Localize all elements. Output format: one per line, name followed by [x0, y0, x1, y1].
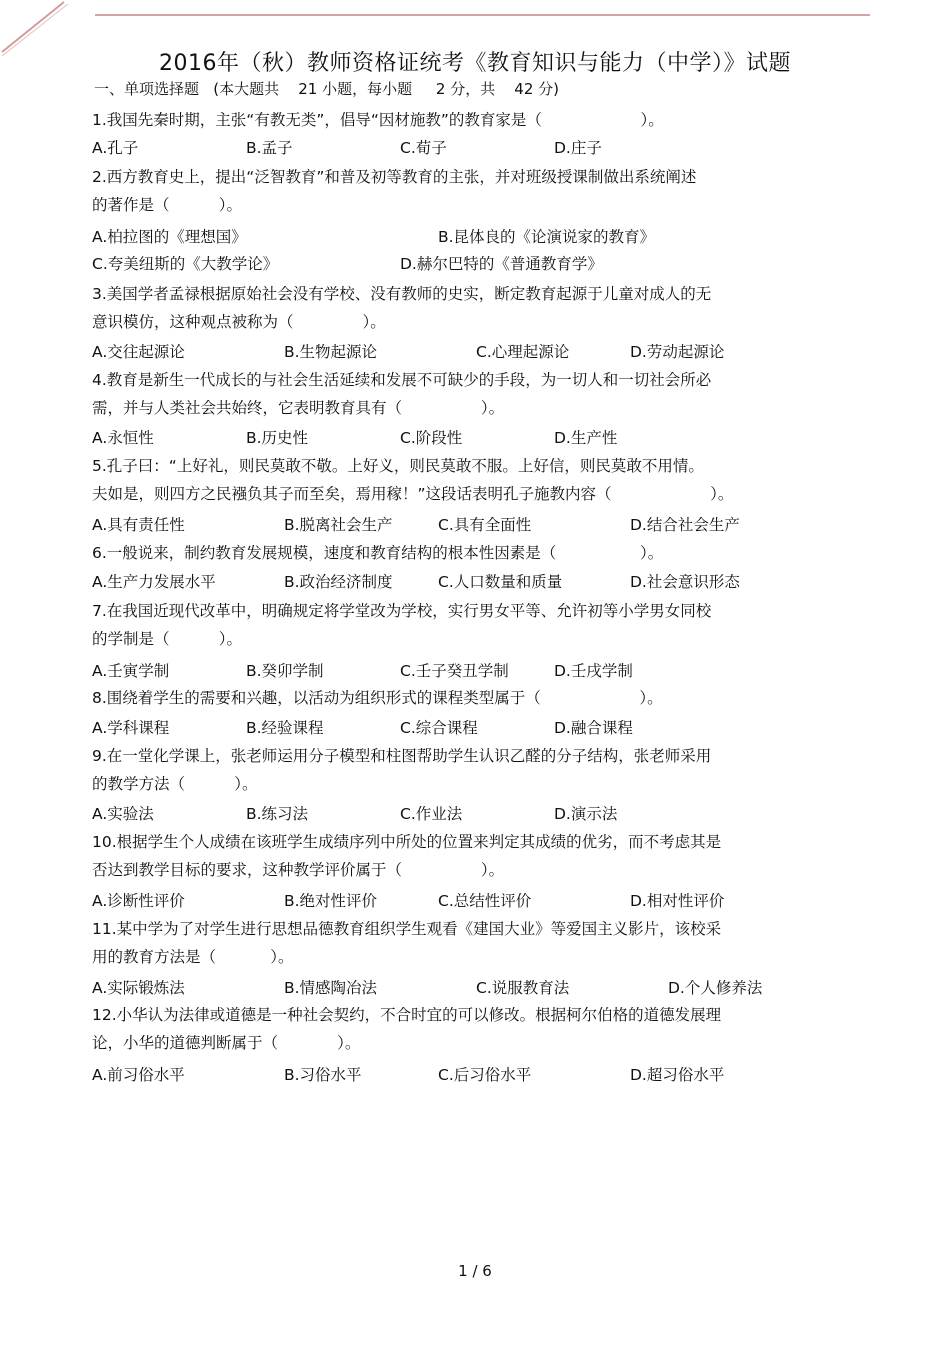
option-a: A.前习俗水平: [92, 1066, 185, 1084]
option-b: B.孟子: [246, 139, 293, 157]
option-d: D.生产性: [554, 429, 618, 447]
option-d: D.融合课程: [554, 719, 633, 737]
option-d: D.壬戌学制: [554, 662, 633, 680]
option-b: B.经验课程: [246, 719, 324, 737]
question-7-stem: 7.在我国近现代改革中，明确规定将学堂改为学校，实行男女平等、允许初等小学男女同校 的学制是（ ）。: [92, 602, 712, 648]
option-a: A.诊断性评价: [92, 892, 185, 910]
option-a: A.柏拉图的《理想国》: [92, 228, 247, 246]
option-c: C.夸美纽斯的《大教学论》: [92, 255, 279, 273]
option-c: C.壬子癸丑学制: [400, 662, 509, 680]
option-a: A.生产力发展水平: [92, 573, 216, 591]
option-d: D.社会意识形态: [630, 573, 740, 591]
option-a: A.壬寅学制: [92, 662, 170, 680]
option-c: C.作业法: [400, 805, 463, 823]
question-3-options: [92, 340, 852, 364]
question-2-stem: 2.西方教育史上，提出“泛智教育”和普及初等教育的主张，并对班级授课制做出系统阐述 的著作是（ ）。: [92, 168, 697, 214]
exam-title: 2016年（秋）教师资格证统考《教育知识与能力（中学）》试题: [159, 51, 791, 76]
option-a: A.孔子: [92, 139, 139, 157]
option-c: C.心理起源论: [476, 343, 570, 361]
option-a: A.实际锻炼法: [92, 979, 185, 997]
option-b: B.生物起源论: [284, 343, 378, 361]
option-d: D.超习俗水平: [630, 1066, 725, 1084]
question-5-stem: 5.孔子曰：“上好礼，则民莫敢不敬。上好义，则民莫敢不服。上好信，则民莫敢不用情。 夫如是，则四方之民襁负其子而至矣，焉用稼！”这段话表明孔子施教内容（ ）。: [92, 457, 734, 503]
question-10-stem: 10.根据学生个人成绩在该班学生成绩序列中所处的位置来判定其成绩的优劣，而不考虑其是 否达到教学目标的要求，这种教学评价属于（ ）。: [92, 833, 722, 879]
question-3-stem: 3.美国学者孟禄根据原始社会没有学校、没有教师的史实，断定教育起源于儿童对成人的无 意识模仿，这种观点被称为（ ）。: [92, 285, 712, 331]
option-d: D.个人修养法: [668, 979, 763, 997]
question-9-stem: 9.在一堂化学课上，张老师运用分子模型和柱图帮助学生认识乙醛的分子结构，张老师采用 的教学方法（ ）。: [92, 747, 712, 793]
option-b: B.政治经济制度: [284, 573, 393, 591]
question-9-options: [92, 802, 852, 826]
option-c: C.总结性评价: [438, 892, 532, 910]
option-c: C.阶段性: [400, 429, 463, 447]
question-6-options: [92, 570, 852, 594]
option-b: B.情感陶冶法: [284, 979, 378, 997]
question-11-options: [92, 976, 852, 1000]
question-5-options: [92, 513, 852, 537]
option-b: B.昆体良的《论演说家的教育》: [438, 228, 656, 246]
question-8-options: [92, 716, 852, 740]
question-2-options-row1: [92, 225, 852, 249]
option-c: C.人口数量和质量: [438, 573, 563, 591]
header-rule: [95, 14, 870, 16]
option-c: C.后习俗水平: [438, 1066, 532, 1084]
option-a: A.实验法: [92, 805, 154, 823]
question-11-stem: 11.某中学为了对学生进行思想品德教育组织学生观看《建国大业》等爱国主义影片，该校采 用的教育方法是（ ）。: [92, 920, 722, 966]
question-12-options: [92, 1063, 852, 1087]
option-b: B.习俗水平: [284, 1066, 362, 1084]
option-b: B.历史性: [246, 429, 309, 447]
question-8-stem: 8.围绕着学生的需要和兴趣，以活动为组织形式的课程类型属于（ ）。: [92, 689, 663, 707]
option-c: C.说服教育法: [476, 979, 570, 997]
option-d: D.演示法: [554, 805, 618, 823]
question-4-options: [92, 426, 852, 450]
question-12-stem: 12.小华认为法律或道德是一种社会契约，不合时宜的可以修改。根据柯尔伯格的道德发展理 论，小华的道德判断属于（ ）。: [92, 1006, 722, 1052]
option-d: D.庄子: [554, 139, 602, 157]
option-d: D.赫尔巴特的《普通教育学》: [400, 255, 603, 273]
option-c: C.荀子: [400, 139, 447, 157]
question-10-options: [92, 889, 852, 913]
question-1-stem: 1.我国先秦时期，主张“有教无类”，倡导“因材施教”的教育家是（ ）。: [92, 111, 664, 129]
option-d: D.相对性评价: [630, 892, 725, 910]
option-d: D.劳动起源论: [630, 343, 725, 361]
option-c: C.综合课程: [400, 719, 478, 737]
question-1-options: [92, 136, 852, 160]
question-7-options: [92, 659, 852, 683]
page-number: 1 / 6: [458, 1262, 492, 1280]
option-a: A.学科课程: [92, 719, 170, 737]
option-a: A.永恒性: [92, 429, 154, 447]
section-heading: 一、单项选择题 (本大题共 21 小题，每小题 2 分，共 42 分): [94, 80, 560, 98]
question-2-options-row2: [92, 252, 852, 276]
question-4-stem: 4.教育是新生一代成长的与社会生活延续和发展不可缺少的手段，为一切人和一切社会所必 需，并与人类社会共始终，它表明教育具有（ ）。: [92, 371, 712, 417]
option-b: B.癸卯学制: [246, 662, 324, 680]
option-d: D.结合社会生产: [630, 516, 740, 534]
option-b: B.练习法: [246, 805, 309, 823]
option-c: C.具有全面性: [438, 516, 532, 534]
option-b: B.脱离社会生产: [284, 516, 393, 534]
question-6-stem: 6.一般说来，制约教育发展规模，速度和教育结构的根本性因素是（ ）。: [92, 544, 664, 562]
option-a: A.交往起源论: [92, 343, 185, 361]
option-b: B.绝对性评价: [284, 892, 378, 910]
option-a: A.具有责任性: [92, 516, 185, 534]
